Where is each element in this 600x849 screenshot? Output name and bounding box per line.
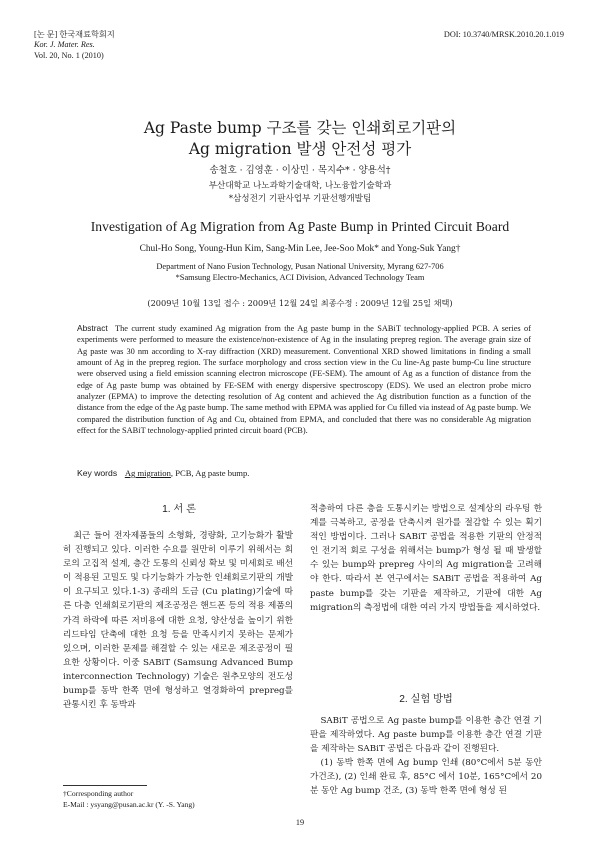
keywords: [77, 468, 249, 478]
journal-info: [34, 30, 115, 61]
keywords-label: Key words: [77, 468, 118, 478]
keyword-ag-migration: Ag migration: [124, 468, 171, 478]
introduction-paragraph: 최근 들어 전자제품들의 소형화, 경량화, 고기능화가 활발히 진행되고 있다. 이러한 수요를 원만히 이루기 위해서는 회로의 고집적 설계, 층간 도통의 신뢰성 확보 및 미세회로 배선이 적용된 고밀도 및 다기능화가 가능한 인쇄회로기판의 개발이 요구되고 있다.1-3) 종래의 도금 (Cu plating)기술에 따른 다층 인쇄회로기판의 제조공정은 핸드폰 등의 적용 제품의 가격 하락에 따른 저비용에 대한 요청, 양산성을 높이기 위한 리드타임 단축에 대한 요청 등을 만족시키지 못하는 문제가 있으며, 이러한 문제를 해결할 수 있는 새로운 제조공정이 필요한 상황이다. 이중 SABiT (Samsung Advanced Bump interconnection Technology) 기술은 원추모양의 전도성 bump를 동박 한쪽 면에 형성하고 열경화하여 prepreg를 관통시킨 후 동박과: [63, 531, 293, 711]
corresponding-author: †Corresponding author: [63, 789, 134, 798]
korean-affiliations: [0, 180, 600, 205]
right-column: [310, 502, 542, 615]
journal-name-korean: [논 문] 한국재료학회지: [34, 30, 115, 39]
footnote: [63, 789, 195, 810]
abstract-label: Abstract: [77, 323, 108, 333]
english-affiliations: [0, 261, 600, 284]
right-column-lower: [310, 714, 542, 799]
page-number: 19: [295, 818, 305, 827]
footnote-divider: [63, 785, 147, 786]
korean-title: [0, 118, 600, 160]
korean-authors: 송철호 · 김영훈 · 이상민 · 목지수* · 양용석†: [209, 165, 391, 176]
english-title: Investigation of Ag Migration from Ag Paste Bump in Printed Circuit Board: [90, 219, 510, 234]
keywords-rest: , PCB, Ag paste bump.: [170, 468, 250, 478]
left-column: [63, 529, 293, 712]
section-2-heading: 2. 실험 방법: [399, 694, 453, 705]
abstract: [77, 323, 531, 436]
doi: DOI: 10.3740/MRSK.2010.20.1.019: [443, 30, 564, 39]
english-affiliation-2: *Samsung Electro-Mechanics, ACI Division, Advanced Technology Team: [175, 273, 425, 283]
korean-affiliation-2: *삼성전기 기판사업부 기판선행개발팀: [228, 193, 372, 204]
journal-volume: Vol. 20, No. 1 (2010): [34, 50, 104, 60]
method-paragraph-1: SABiT 공법으로 Ag paste bump를 이용한 층간 연결 기판을 제작하였다. Ag paste bump를 이용한 층간 연결 기판을 제작하는 SABiT 공법은 다음과 같이 진행된다.: [310, 716, 542, 755]
korean-title-line2: Ag migration 발생 안전성 평가: [188, 140, 412, 158]
author-email: E-Mail : ysyang@pusan.ac.kr (Y. -S. Yang): [63, 799, 195, 809]
english-authors: Chul-Ho Song, Young-Hun Kim, Sang-Min Lee, Jee-Soo Mok* and Yong-Suk Yang†: [139, 244, 461, 254]
korean-title-line1: Ag Paste bump 구조를 갖는 인쇄회로기판의: [143, 119, 457, 137]
method-paragraph-2: (1) 동박 한쪽 면에 Ag bump 인쇄 (80°C에서 5분 동안 가건조), (2) 인쇄 완료 후, 85°C 에서 10분, 165°C에서 20분 동안 Ag bump 건조, (3) 동박 한쪽 면에 형성 된: [310, 758, 542, 797]
korean-affiliation-1: 부산대학교 나노과학기술대학, 나노융합기술학과: [208, 181, 392, 191]
section-1-heading: 1. 서 론: [162, 504, 196, 515]
right-paragraph-1: 적층하여 다른 층을 도통시키는 방법으로 설계상의 라우팅 한계를 극복하고, 공정을 단축시켜 원가를 절감할 수 있는 획기적인 방법이다. 그러나 SABiT 공법을 적용한 기판의 안정적인 전기적 회로 구성을 위해서는 bump가 형성 될 때 발생할 수 있는 bump와 prepreg 사이의 Ag migration을 고려해야 한다. 따라서 본 연구에서는 SABiT 공법을 적용하여 Ag paste bump를 갖는 기판을 제작하고, 기판에 대한 Ag migration의 측정법에 대한 여러 가지 방법들을 제시하였다.: [310, 504, 542, 613]
english-affiliation-1: Department of Nano Fusion Technology, Pusan National University, Myrang 627-706: [156, 262, 444, 271]
received-dates: (2009년 10월 13일 접수 : 2009년 12월 24일 최종수정 : 2009년 12월 25일 채택): [147, 298, 453, 308]
abstract-text: The current study examined Ag migration from the Ag paste bump in the SABiT technology-applied PCB. A series of experiments were performed to measure the existence/non-existence of Ag in the insulating prepreg region. The average grain size of Ag paste was 30 nm according to X-ray diffraction (XRD) measurement. Conventional XRD showed limitations in finding a small amount of Ag in the prepreg region. The surface morphology and cross section view in the Cu line-Ag paste bump-Cu line structure were observed using a field emission scanning electron microscope (FE-SEM). The amount of Ag as a function of distance from the edge of Ag paste bump was obtained by FE-SEM with energy dispersive spectroscopy (EDS). We used an electron probe micro analyzer (EPMA) to improve the detecting resolution of Ag content and achieved the Ag distribution function as a function of the distance from the edge of the Ag paste bump. The same method with EPMA was applied for Cu filled via instead of Ag paste bump. We compared the distribution function of Ag and Cu, obtained from EPMA, and concluded that there was no considerable Ag migration effect for the SABiT technology-applied printed circuit board (PCB).: [77, 324, 532, 436]
journal-abbreviation: Kor. J. Mater. Res.: [34, 40, 95, 50]
